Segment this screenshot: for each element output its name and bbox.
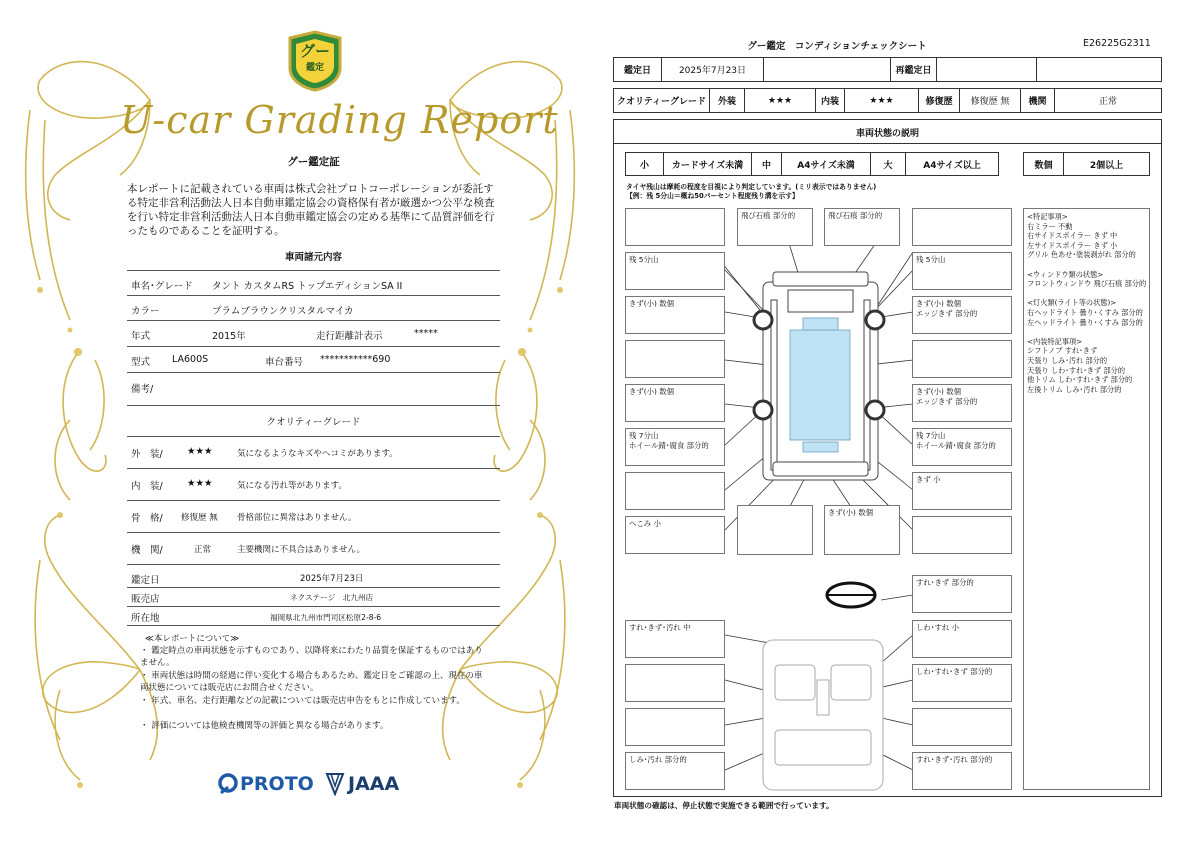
mileage-value: ***** [414, 328, 438, 339]
notes-heading: ≪本レポートについて≫ [145, 634, 240, 644]
dealer-label: 販売店 [131, 594, 160, 605]
grade-ext-value: ★★★ [187, 446, 213, 457]
ext-box-18 [737, 505, 813, 555]
int-box-9: すれ･きず･汚れ 部分的 [912, 752, 1012, 790]
int-box-8: しみ･汚れ 部分的 [625, 752, 725, 790]
size-large: 大 [871, 153, 906, 175]
ext-box-20 [912, 516, 1012, 554]
ext-box-6: 残 5分山 [912, 252, 1012, 290]
logo-proto: PROTO [240, 773, 314, 795]
r-engine-label: 機関 [1021, 89, 1055, 112]
cert-text: 本レポートに記載されている車両は株式会社プロトコーポレーションが委託する特定非営利活動法人日本自動車鑑定協会の資格保有者が厳選かつ公平な検査を行い特定非営利活動法人日本自動車鑑定協会の定める基準にて品質評価を行ったものであることを証明する。 [127, 183, 495, 237]
grade-heading: クオリティーグレード [266, 417, 361, 428]
sheet-title: グー鑑定 コンディションチェックシート [747, 41, 927, 52]
r-date-label: 鑑定日 [614, 58, 662, 81]
ext-box-11: きず(小) 数個 [625, 384, 725, 422]
chassis-label: 車台番号 [265, 357, 304, 368]
r-int-label: 内装 [816, 89, 845, 112]
tire-note-2: 【例：残 5分山＝概ね50パーセント程度残り溝を示す】 [626, 192, 799, 200]
r-qg-label: クオリティーグレード [614, 89, 710, 112]
int-box-3: しわ･すれ 小 [912, 620, 1012, 658]
size-mid: 中 [752, 153, 782, 175]
r-repair-value: 修復歴 無 [960, 89, 1021, 112]
int-box-4 [625, 664, 725, 702]
ext-box-15 [625, 472, 725, 510]
address-value: 福岡県北九州市門司区松原2-8-6 [270, 613, 382, 622]
size-mid-desc: A4サイズ未満 [782, 153, 871, 175]
ext-box-16: きず 小 [912, 472, 1012, 510]
size-small: 小 [626, 153, 664, 175]
chassis-value: ***********690 [320, 354, 391, 365]
note-3: ・ 年式、車名、走行距離などの記載については販売店申告をもとに作成しています。 [140, 696, 465, 706]
name-label: 車名･グレード [131, 281, 193, 292]
ext-box-14: 残 7分山 ホイール錆･腐食 部分的 [912, 428, 1012, 466]
r-engine-value: 正常 [1098, 97, 1117, 107]
model-label: 型式 [131, 357, 151, 368]
int-box-2: すれ･きず･汚れ 中 [625, 620, 725, 658]
grade-int-value: ★★★ [187, 478, 213, 489]
jaaa-logo-icon [325, 770, 345, 796]
grade-row [613, 88, 1162, 113]
ext-box-12: きず(小) 数個 エッジきず 部分的 [912, 384, 1012, 422]
note-4: ・ 評価については他検査機関等の評価と異なる場合があります。 [140, 721, 389, 731]
state-heading: 車両状態の説明 [855, 129, 919, 139]
size-large-desc: A4サイズ以上 [923, 160, 981, 171]
date-label: 鑑定日 [131, 575, 160, 586]
int-box-1: すれ･きず 部分的 [912, 575, 1012, 613]
size-small-desc: カードサイズ未満 [664, 153, 752, 175]
r-ext-label: 外装 [710, 89, 745, 112]
address-label: 所在地 [131, 613, 160, 624]
remarks-label: 備考/ [131, 384, 154, 395]
r-repair-label: 修復歴 [919, 89, 960, 112]
ext-box-7: きず(小) 数個 [625, 296, 725, 334]
grade-ext-comment: 気になるようなキズやヘコミがあります。 [237, 449, 398, 459]
grade-int-comment: 気になる汚れ等があります。 [237, 481, 347, 491]
grade-frame-label: 骨 格/ [131, 513, 163, 524]
grade-engine-value: 正常 [194, 545, 212, 555]
ext-box-1 [625, 208, 725, 246]
date-value: 2025年7月23日 [300, 574, 364, 584]
ext-box-9 [625, 340, 725, 378]
ext-box-5: 残 5分山 [625, 252, 725, 290]
ext-box-10 [912, 340, 1012, 378]
count-desc: 2個以上 [1089, 160, 1124, 171]
size-legend [625, 152, 999, 176]
ext-box-8: きず(小) 数個 エッジきず 部分的 [912, 296, 1012, 334]
ext-box-17: へこみ 小 [625, 516, 725, 554]
emblem-sub: 鑑定 [305, 63, 324, 73]
spec-heading: 車両諸元内容 [284, 252, 342, 263]
grade-frame-comment: 骨格部位に異常はありません。 [237, 513, 357, 523]
ext-box-2: 飛び石痕 部分的 [737, 208, 813, 246]
r-ext-value: ★★★ [745, 89, 816, 112]
model-value: LA600S [172, 354, 209, 365]
grade-engine-comment: 主要機関に不具合はありません。 [237, 545, 366, 555]
ext-box-3: 飛び石痕 部分的 [824, 208, 900, 246]
script-title: U-car Grading Report [120, 98, 559, 142]
note-1: ・ 鑑定時点の車両状態を示すものであり、以降将来にわたり品質を保証するものではありません。 [140, 646, 483, 668]
ext-box-19: きず(小) 数個 [824, 505, 900, 555]
emblem-text: グー [299, 42, 330, 60]
mileage-label: 走行距離計表示 [316, 331, 383, 342]
r-date-value: 2025年7月23日 [662, 58, 764, 81]
int-box-7 [912, 708, 1012, 746]
proto-logo-icon [218, 772, 240, 796]
color-value: プラムブラウンクリスタルマイカ [212, 306, 354, 317]
logo-jaaa: JAAA [348, 773, 400, 795]
date-row [613, 57, 1162, 82]
r-redate-label: 再鑑定日 [891, 58, 937, 81]
int-box-6 [625, 708, 725, 746]
ext-box-13: 残 7分山 ホイール錆･腐食 部分的 [625, 428, 725, 466]
int-box-5: しわ･すれ･きず 部分的 [912, 664, 1012, 702]
dealer-value: ネクステージ 北九州店 [290, 593, 374, 602]
note-2: ・ 車両状態は時間の経過に伴い変化する場合もあるため、鑑定日をご確認の上、現在の車両状態については販売店にお問合せください。 [140, 671, 483, 693]
color-label: カラー [131, 306, 160, 317]
year-value: 2015年 [212, 331, 246, 342]
grade-int-label: 内 装/ [131, 481, 163, 492]
special-notes-panel: <特記事項> 右ミラー 不動 右サイドスポイラー きず 中 左サイドスポイラー きず 小 グリル 色あせ･塗装剥がれ 部分的 <ウィンドウ類の状態> フロントウィンドウ 飛び石痕 部分的 <灯火類(ライト等の状態)> 右ヘッドライト 曇り･くすみ 部分的 左ヘッドライト 曇り･くすみ 部分的 <内装特記事項> シフトノブ すれ･きず 天張り しみ･汚れ 部分的 天張り しわ･すれ･きず 部分的 他トリム しわ･すれ･きず 部分的 左後トリム しみ･汚れ 部分的 [1023, 208, 1150, 790]
sheet-footer: 車両状態の確認は、停止状態で実施できる範囲で行っています。 [614, 801, 834, 810]
r-int-value: ★★★ [845, 89, 919, 112]
grade-engine-label: 機 関/ [131, 545, 163, 556]
doc-id: E26225G2311 [1083, 38, 1151, 49]
ext-box-4 [912, 208, 1012, 246]
name-value: タント カスタムRS トップエディションSA II [212, 281, 403, 292]
count-legend [1023, 152, 1150, 176]
count-label: 数個 [1024, 153, 1064, 175]
cert-title: グー鑑定証 [287, 156, 340, 168]
grade-ext-label: 外 装/ [131, 449, 163, 460]
year-label: 年式 [131, 331, 151, 342]
grade-frame-value: 修復歴 無 [181, 513, 218, 523]
tire-note-1: タイヤ残山は摩耗の程度を目視により判定しています。(ミリ表示ではありません) [626, 183, 877, 191]
